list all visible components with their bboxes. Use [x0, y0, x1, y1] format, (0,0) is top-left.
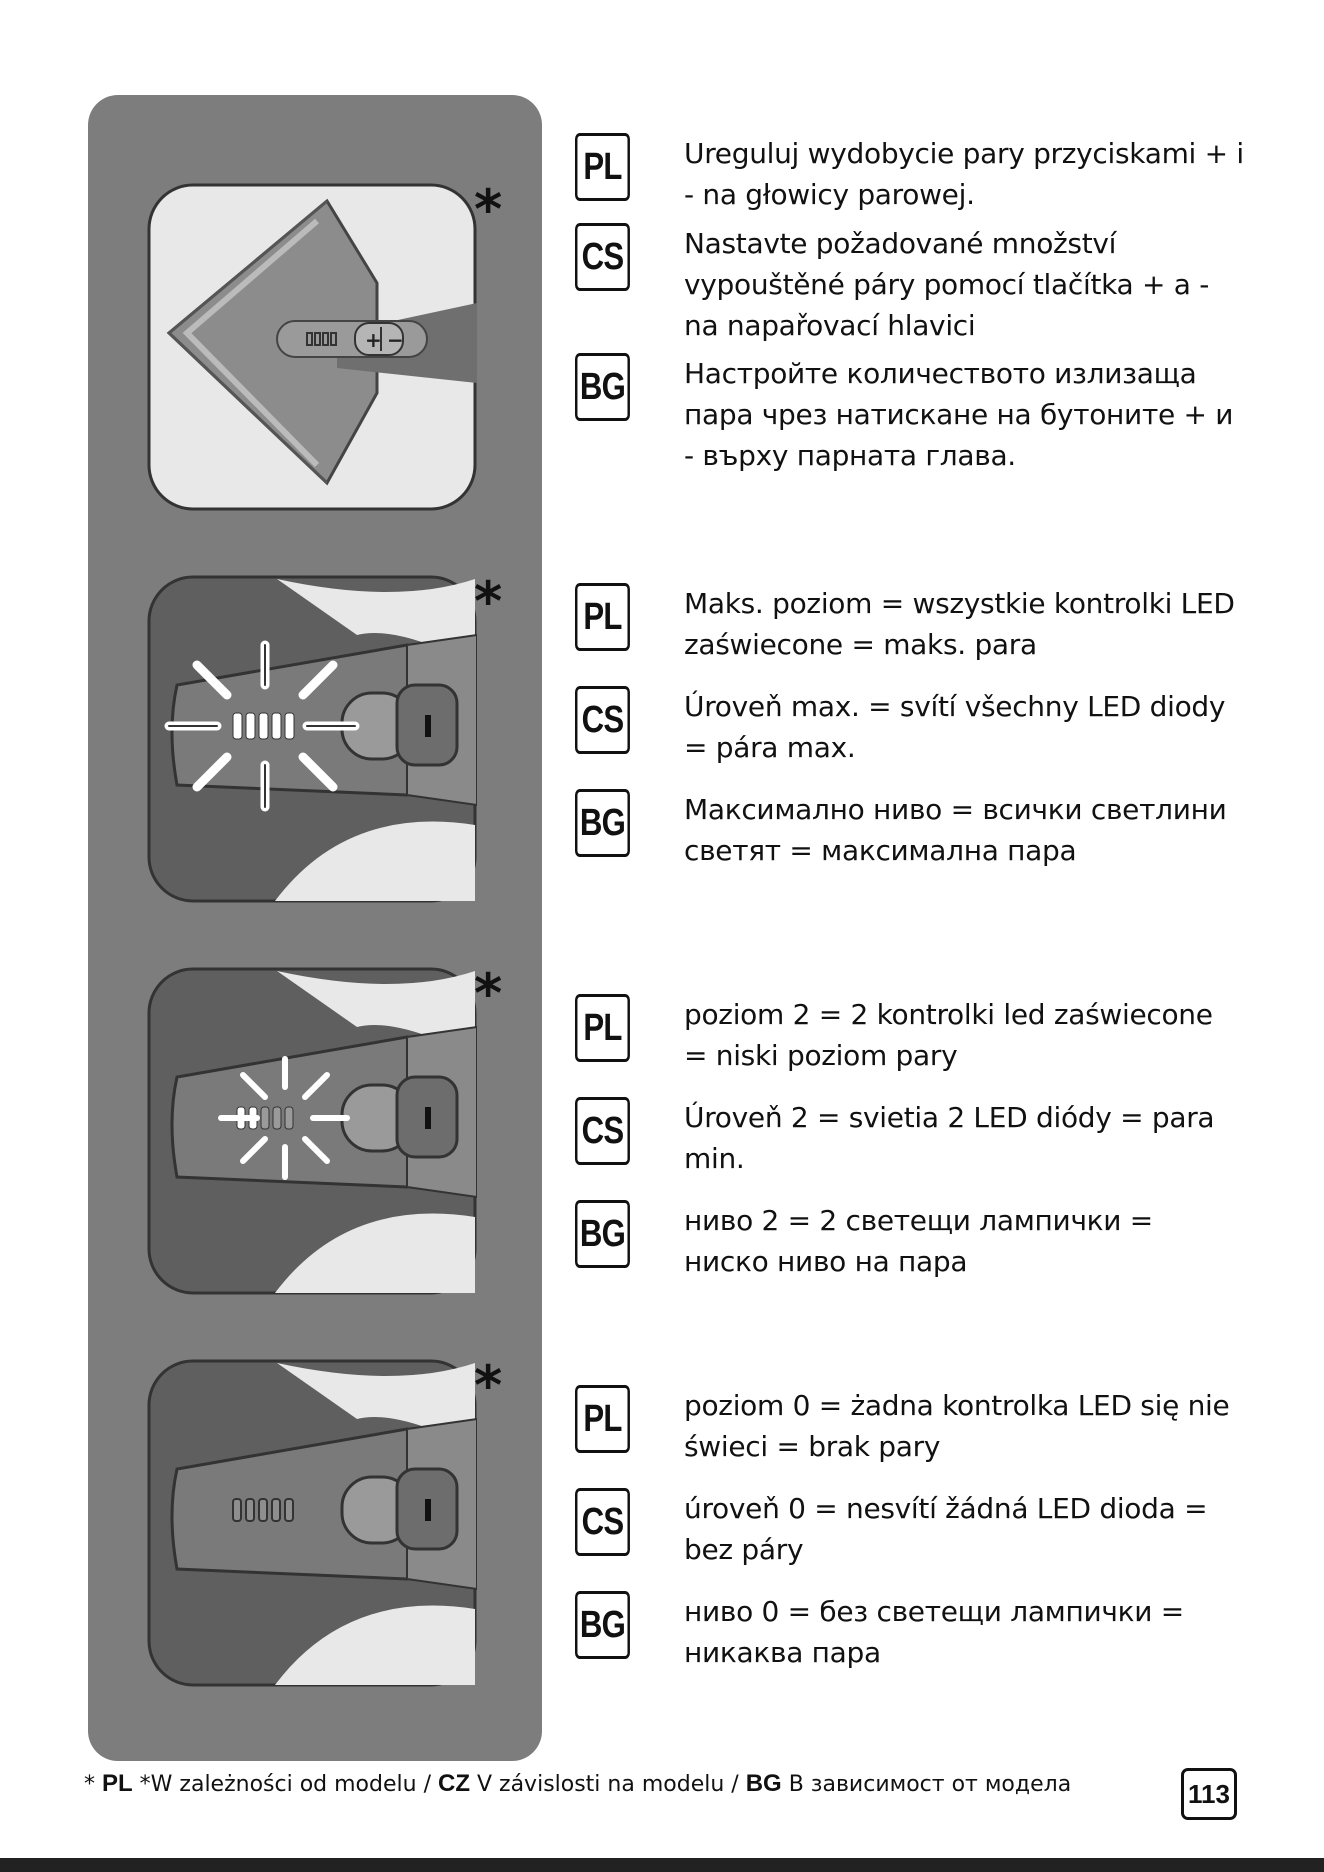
lang-badge-cs: CS [575, 223, 630, 291]
lang-badge-pl: PL [575, 994, 630, 1062]
footer-cz-code: CZ [437, 1770, 470, 1797]
lang-badge-bg: BG [575, 789, 630, 857]
instruction-text: Maks. poziom = wszystkie kontrolki LED zaświecone = maks. para [684, 587, 1235, 661]
illustration-two-leds-lit [147, 967, 477, 1295]
instruction-text: Úroveň max. = svítí všechny LED diody = pára max. [684, 690, 1226, 764]
instruction-text: poziom 0 = żadna kontrolka LED się nie świeci = brak pary [684, 1389, 1230, 1463]
lang-badge-bg: BG [575, 1591, 630, 1659]
instruction-text: Максимално ниво = всички светлини светят = максимална пара [684, 793, 1227, 867]
illustration-steam-head-buttons [147, 183, 477, 511]
instruction-text: Úroveň 2 = svietia 2 LED diódy = para min. [684, 1101, 1215, 1175]
lang-badge-pl: PL [575, 1385, 630, 1453]
lang-badge-bg: BG [575, 353, 630, 421]
footer-bg-text: В зависимост от модела [788, 1772, 1072, 1797]
lang-badge-pl: PL [575, 133, 630, 201]
instruction-text: Настройте количеството излизаща пара чрез натискане на бутоните + и - върху парната глава. [684, 357, 1234, 472]
instruction-text: poziom 2 = 2 kontrolki led zaświecone = niski poziom pary [684, 998, 1213, 1072]
bottom-border [0, 1858, 1324, 1872]
footer-note [84, 1770, 1071, 1798]
instruction-text: ниво 0 = без светещи лампички = никаква пара [684, 1595, 1184, 1669]
lang-badge-cs: CS [575, 686, 630, 754]
footer-bg-code: BG [745, 1770, 782, 1797]
lang-badge-bg: BG [575, 1200, 630, 1268]
lang-badge-cs: CS [575, 1097, 630, 1165]
instruction-text: ниво 2 = 2 светещи лампички = ниско ниво на пара [684, 1204, 1153, 1278]
page-number: 113 [1181, 1768, 1237, 1820]
svg-text:−: − [387, 328, 404, 352]
model-asterisk: * [474, 1354, 503, 1417]
illustration-no-leds-lit [147, 1359, 477, 1687]
footer-pl-code: PL [102, 1770, 133, 1797]
lang-badge-cs: CS [575, 1488, 630, 1556]
lang-badge-pl: PL [575, 583, 630, 651]
model-asterisk: * [474, 178, 503, 241]
instruction-text: Nastavte požadované množství vypouštěné páry pomocí tlačítka + a - na napařovací hlavici [684, 227, 1210, 342]
instruction-text: úroveň 0 = nesvítí žádná LED dioda = bez páry [684, 1492, 1208, 1566]
instruction-text: Ureguluj wydobycie pary przyciskami + i - na głowicy parowej. [684, 137, 1244, 211]
model-asterisk: * [474, 962, 503, 1025]
footer-cz-text: V závislosti na modelu / [476, 1772, 739, 1797]
footer-pl-text: *W zależności od modelu / [139, 1772, 431, 1797]
model-asterisk: * [474, 570, 503, 633]
footer-star: * [84, 1772, 95, 1797]
svg-text:+: + [365, 328, 382, 352]
illustration-all-leds-lit [147, 575, 477, 903]
